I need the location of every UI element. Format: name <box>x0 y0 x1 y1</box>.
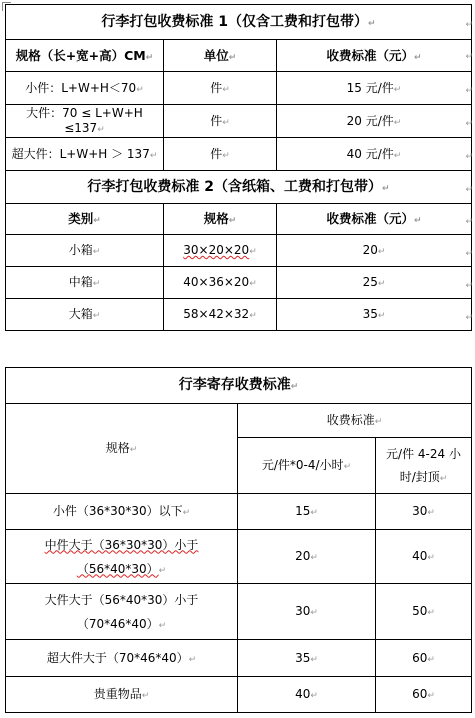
header-fee: 收费标准（元）↵ <box>277 40 472 72</box>
table-row <box>6 235 472 267</box>
spec-cell: 小件（36*30*30）以下↵ <box>6 494 238 530</box>
packing-fee-table <box>5 4 472 331</box>
table-row <box>6 677 472 713</box>
fee-cell: 25↵ <box>277 267 472 299</box>
table-row <box>6 299 472 331</box>
table-row <box>6 138 472 171</box>
storage-fee-table <box>5 367 472 713</box>
type-cell: 小箱↵ <box>6 235 164 267</box>
table-row <box>6 584 472 640</box>
subheader-0-4h: 元/件*0-4/小时↵ <box>238 438 376 494</box>
fee-cell: 20↵ <box>277 235 472 267</box>
fee-cell: 35↵ <box>277 299 472 331</box>
fee-cell: 40 元/件↵ <box>277 138 472 171</box>
spec-cell: 大件大于（56*40*30）小于（70*46*40）↵ <box>6 584 238 640</box>
spec-cell: 超大件大于（70*46*40）↵ <box>6 640 238 677</box>
fee-0-4h-cell: 30↵ <box>238 584 376 640</box>
table-header-row <box>6 404 472 438</box>
row-end-marks <box>465 4 473 334</box>
fee-cell: 15 元/件↵ <box>277 72 472 105</box>
header-size: 规格↵ <box>164 204 277 235</box>
type-cell: 中箱↵ <box>6 267 164 299</box>
table-row <box>6 267 472 299</box>
fee-0-4h-cell: 20↵ <box>238 530 376 584</box>
table-row <box>6 494 472 530</box>
packing-fee-title-1: 行李打包收费标准 1（仅含工费和打包带）↵ <box>6 5 472 40</box>
size-cell: 40×36×20↵ <box>164 267 277 299</box>
fee-0-4h-cell: 40↵ <box>238 677 376 713</box>
table-row <box>6 72 472 105</box>
size-cell: 58×42×32↵ <box>164 299 277 331</box>
spec-cell: 超大件：L+W+H ＞ 137↵ <box>6 138 164 171</box>
table-header-row <box>6 204 472 235</box>
spec-cell: 中件大于（36*30*30）小于（56*40*30）↵ <box>6 530 238 584</box>
unit-cell: 件↵ <box>164 105 277 138</box>
storage-fee-title: 行李寄存收费标准↵ <box>6 368 472 404</box>
row-end-mark: ↵ <box>465 185 473 195</box>
fee-4-24h-cell: 60↵ <box>376 677 472 713</box>
spec-cell: 大件：70 ≤ L+W+H ≤137↵ <box>6 105 164 138</box>
header-unit: 单位↵ <box>164 40 277 72</box>
row-end-mark: ↵ <box>465 281 473 291</box>
table-header-row <box>6 40 472 72</box>
header-type: 类别↵ <box>6 204 164 235</box>
row-end-mark: ↵ <box>465 20 473 30</box>
fee-4-24h-cell: 40↵ <box>376 530 472 584</box>
row-end-mark: ↵ <box>465 217 473 227</box>
spec-cell: 小件：L+W+H＜70↵ <box>6 72 164 105</box>
header-fee-standard: 收费标准↵ <box>238 404 472 438</box>
row-end-mark: ↵ <box>465 86 473 96</box>
table-title-row <box>6 5 472 40</box>
unit-cell: 件↵ <box>164 72 277 105</box>
row-end-mark: ↵ <box>465 249 473 259</box>
spec-cell: 贵重物品↵ <box>6 677 238 713</box>
packing-fee-title-2: 行李打包收费标准 2（含纸箱、工费和打包带）↵ <box>6 171 472 204</box>
header-spec: 规格↵ <box>6 404 238 494</box>
fee-4-24h-cell: 30↵ <box>376 494 472 530</box>
fee-cell: 20 元/件↵ <box>277 105 472 138</box>
header-fee: 收费标准（元）↵ <box>277 204 472 235</box>
table-row <box>6 105 472 138</box>
row-end-mark: ↵ <box>465 52 473 62</box>
unit-cell: 件↵ <box>164 138 277 171</box>
type-cell: 大箱↵ <box>6 299 164 331</box>
header-spec: 规格（长+宽+高）CM↵ <box>6 40 164 72</box>
table-row <box>6 530 472 584</box>
row-end-mark: ↵ <box>465 313 473 323</box>
table-row <box>6 640 472 677</box>
fee-0-4h-cell: 35↵ <box>238 640 376 677</box>
row-end-mark: ↵ <box>465 119 473 129</box>
table-title-row <box>6 171 472 204</box>
size-cell: 30×20×20↵ <box>164 235 277 267</box>
table-title-row <box>6 368 472 404</box>
fee-4-24h-cell: 60↵ <box>376 640 472 677</box>
row-end-mark: ↵ <box>465 152 473 162</box>
fee-4-24h-cell: 50↵ <box>376 584 472 640</box>
fee-0-4h-cell: 15↵ <box>238 494 376 530</box>
subheader-4-24h: 元/件 4-24 小时/封顶↵ <box>376 438 472 494</box>
